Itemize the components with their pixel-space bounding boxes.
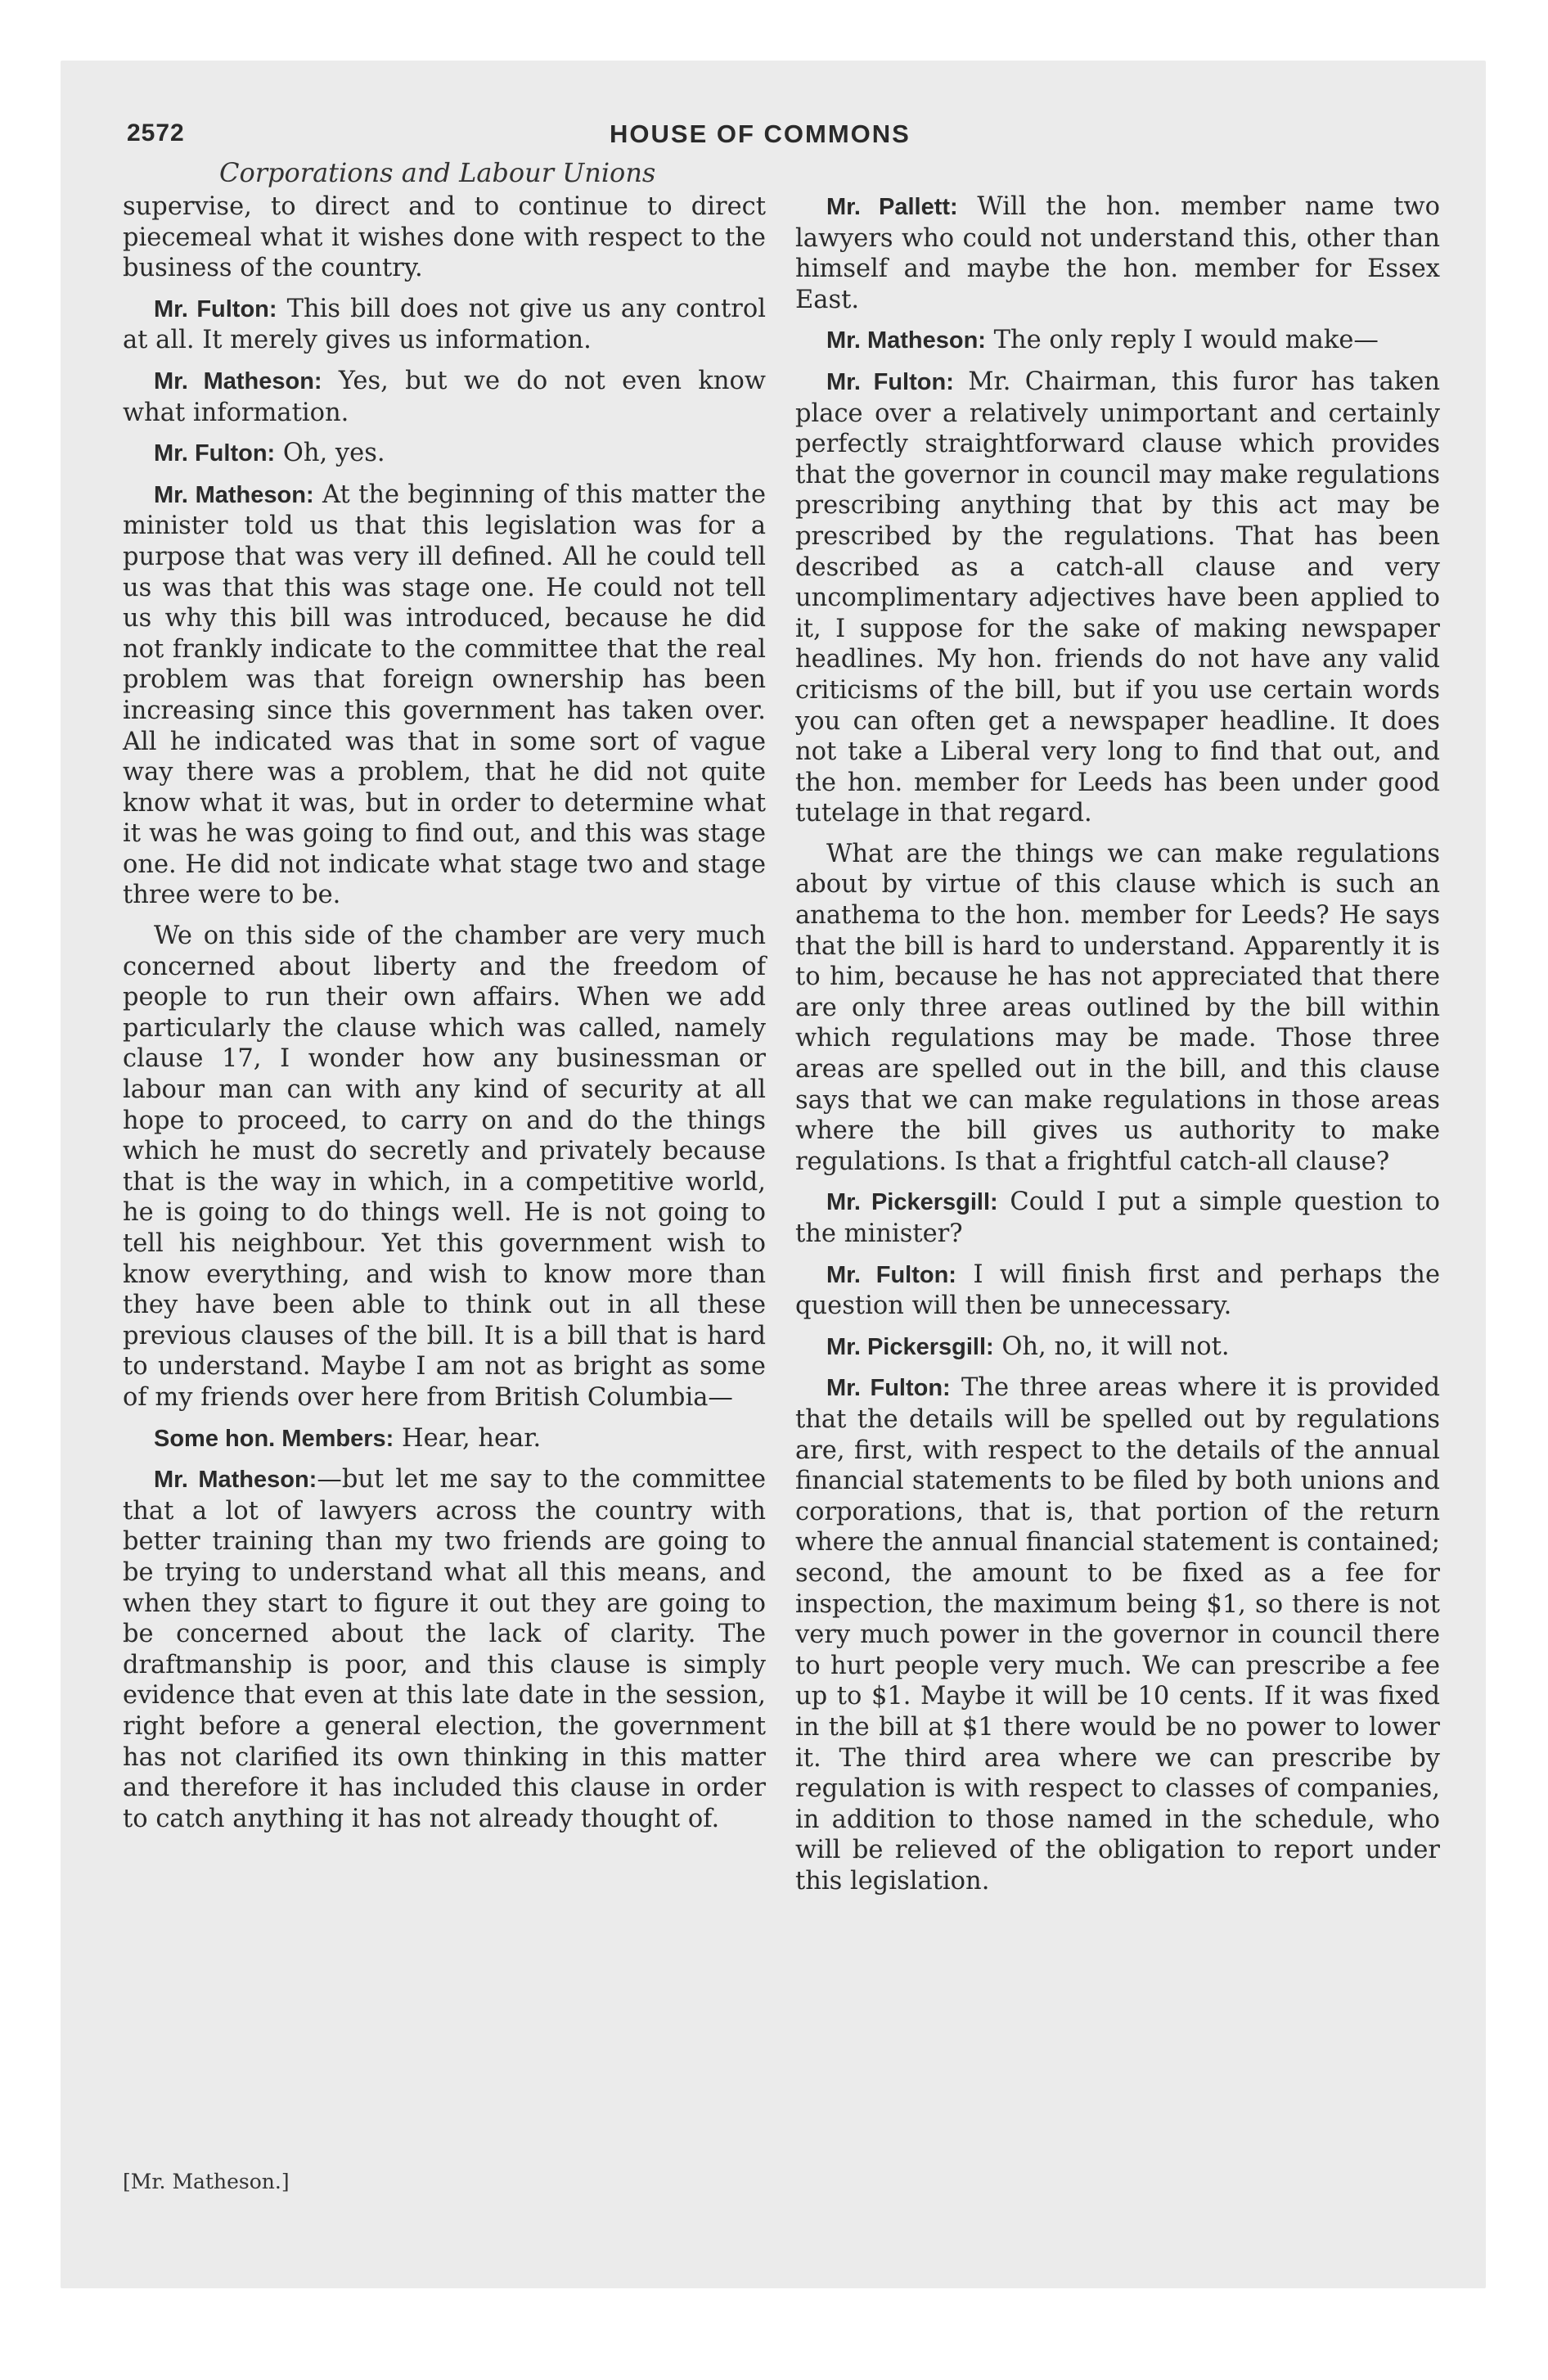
page-number: 2572 [127,119,185,146]
paragraph [123,480,766,911]
speaker-name: Mr. Pallett: [826,194,958,220]
paragraph-text: This bill does not give us any control at all. It merely gives us information. [123,294,767,355]
paragraph-text: Mr. Chairman, this furor has taken place over a relatively unimportant and certainly perfectly straightforward clause which provides that the governor in council may make regulations prescribing anything that by this act may be prescribed by the regulations. That has been described as a catch-all clause and very uncomplimentary adjectives have been applied to it, I suppose for the sake of making newspaper headlines. My hon. friends do not have any valid criticisms of the bill, but if you use certain words you can often get a newspaper headline. It does not take a Liberal very long to find that out, and the hon. member for Leeds has been under good tutelage in that regard. [795,367,1440,828]
paragraph-text: —but let me say to the committee that a lot of lawyers across the country with better training than my two friends are going to be trying to understand what all this means, and when they start to figure it out they are going to be concerned about the lack of clarity. The draftmanship is poor, and this clause is simply evidence that even at this late date in the session, right before a general election, the government has not clarified its own thinking in this matter and therefore it has included this clause in order to catch anything it has not already thought of. [123,1465,766,1833]
speaker-name: Mr. Matheson: [826,327,986,354]
speaker-name: Mr. Matheson: [154,367,322,394]
paragraph [795,839,1440,1178]
speaker-name: Mr. Fulton: [826,1375,951,1402]
speaker-name: Mr. Matheson: [154,481,314,508]
paragraph [795,367,1440,829]
paragraph [123,294,766,356]
paragraph [795,1187,1440,1249]
paragraph-text: Yes, but we do not even know what information. [123,366,766,427]
paragraph [123,438,766,470]
paragraph-text: Could I put a simple question to the minister? [795,1188,1440,1248]
speaker-name: Mr. Fulton: [154,295,277,322]
paragraph-text: We on this side of the chamber are very much concerned about liberty and the freedom of people to run their own affairs. When we add particularly the clause which was called, namely clause 17, I wonder how any businessman or labour man can with any kind of security at all hope to proceed, to carry on and do the things which he must do secretly and privately because that is the way in which, in a competitive world, he is going to do things well. He is not going to tell his neighbour. Yet this government wish to know everything, and wish to know more than they have been able to think out in all these previous clauses of the bill. It is a bill that is hard to understand. Maybe I am not as bright as some of my friends over here from British Columbia— [123,922,766,1412]
section-title: Corporations and Labour Unions [219,157,656,188]
paragraph [123,192,766,284]
paragraph-text: Oh, yes. [282,439,385,468]
left-column [123,192,766,1844]
speaker-name: Mr. Matheson: [154,1467,317,1494]
speaker-footer-tag: [Mr. Matheson.] [123,2170,290,2193]
speaker-name: Mr. Pickersgill: [826,1189,998,1216]
paragraph [123,1423,766,1455]
paragraph [795,1332,1440,1364]
speaker-name: Some hon. Members: [154,1425,394,1452]
speaker-name: Mr. Fulton: [154,440,276,467]
paragraph [795,325,1440,357]
paragraph [123,1464,766,1834]
paragraph [123,366,766,428]
paragraph-text: Will the hon. member name two lawyers who could not understand this, other than himself and maybe the hon. member for Essex East. [795,192,1440,314]
paragraph-text: supervise, to direct and to continue to direct piecemeal what it wishes done with respect to the business of the country. [123,192,766,283]
speaker-name: Mr. Fulton: [826,1261,956,1288]
paragraph [795,192,1440,315]
page-header: HOUSE OF COMMONS [610,119,911,148]
paragraph-text: The three areas where it is provided that the details will be spelled out by regulations are, first, with respect to the details of the annual financial statements to be filed by both unions and corporations, that is, that portion of the return where the annual financial statement is contained; second, the amount to be fixed as a fee for inspection, the maximum being $1, so there is not very much power in the governor in council there to hurt people very much. We can prescribe a fee up to $1. Maybe it will be 10 cents. If it was fixed in the bill at $1 there would be no power to lower it. The third area where we can prescribe by regulation is with respect to classes of companies, in addition to those named in the schedule, who will be relieved of the obligation to report under this legislation. [795,1373,1441,1895]
paragraph-text: At the beginning of this matter the minister told us that this legislation was for a purpose that was very ill defined. All he could tell us was that this was stage one. He could not tell us why this bill was introduced, because he did not frankly indicate to the committee that the real problem was that foreign ownership has been increasing since this government has taken over. All he indicated was that in some sort of vague way there was a problem, that he did not quite know what it was, but in order to determine what it was he was going to find out, and this was stage one. He did not indicate what stage two and stage three were to be. [123,480,766,910]
paragraph [795,1373,1440,1896]
speaker-name: Mr. Pickersgill: [826,1333,994,1360]
paragraph-text: Oh, no, it will not. [1001,1332,1230,1361]
paragraph-text: What are the things we can make regulations about by virtue of this clause which is such an anathema to the hon. member for Leeds? He says that the bill is hard to understand. Apparently it is to him, because he has not appreciated that there are only three areas outlined by the bill within which regulations may be made. Those three areas are spelled out in the bill, and this clause says that we can make regulations in those areas where the bill gives us authority to make regulations. Is that a frightful catch-all clause? [795,839,1440,1176]
speaker-name: Mr. Fulton: [826,368,954,395]
paragraph [795,1260,1440,1322]
paragraph-text: I will finish first and perhaps the question will then be unnecessary. [795,1260,1440,1321]
paragraph-text: The only reply I would make— [993,326,1379,355]
paragraph-text: Hear, hear. [401,1423,542,1453]
paragraph [123,921,766,1413]
right-column [795,192,1440,1906]
